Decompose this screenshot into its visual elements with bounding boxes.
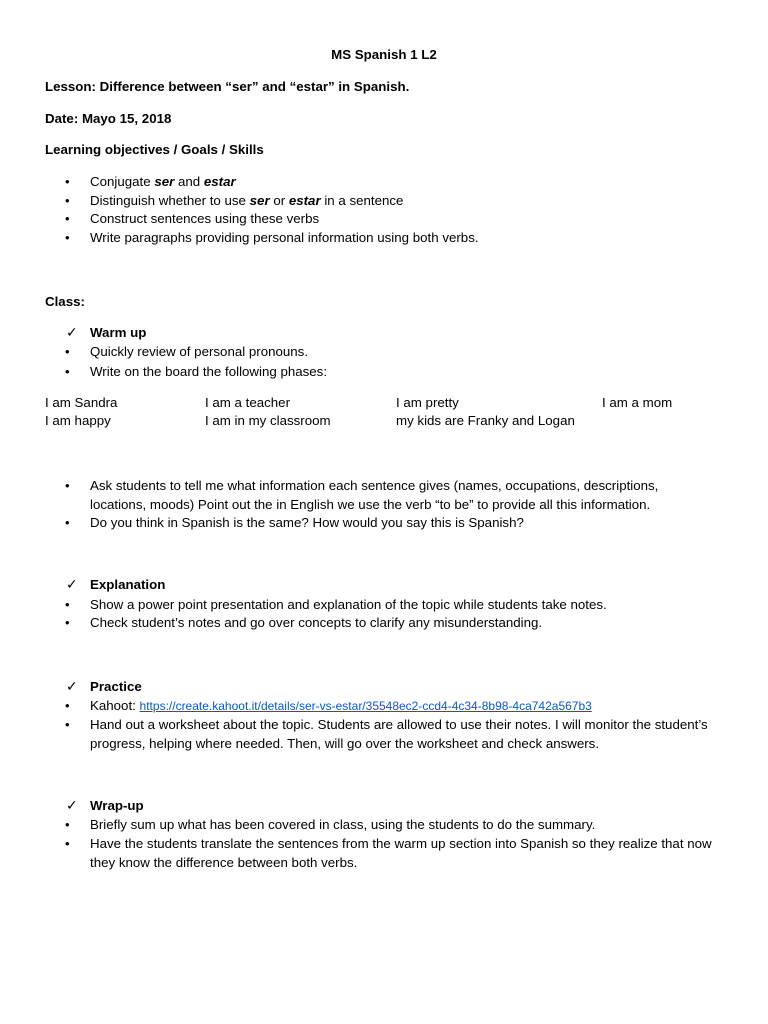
- explanation-item: Show a power point presentation and explanation of the topic while students take notes.: [90, 597, 607, 612]
- phrase: I am a mom: [602, 395, 673, 410]
- check-icon: ✓: [66, 678, 78, 694]
- bullet-icon: •: [65, 193, 70, 208]
- phrase: I am pretty: [396, 395, 459, 410]
- phrase: my kids are Franky and Logan: [396, 413, 575, 428]
- objective-item: Write paragraphs providing personal information using both verbs.: [90, 230, 479, 245]
- check-icon: ✓: [66, 797, 78, 813]
- wrapup-item: Have the students translate the sentences from the warm up section into Spanish so they realize that now they know the difference between both verbs.: [90, 836, 712, 870]
- bullet-icon: •: [65, 698, 70, 713]
- explanation-title: Explanation: [90, 577, 166, 592]
- phrase: I am in my classroom: [205, 413, 331, 428]
- phrase: I am a teacher: [205, 395, 290, 410]
- date-label: Date: Mayo 15, 2018: [45, 111, 172, 126]
- followup-item: Ask students to tell me what information each sentence gives (names, occupations, descriptions, locations, moods) Point out the in English we use the verb “to be” to provide all this information.: [90, 478, 659, 512]
- kahoot-item: [90, 696, 592, 716]
- bullet-icon: •: [65, 230, 70, 245]
- warmup-title: Warm up: [90, 325, 147, 340]
- bullet-icon: •: [65, 817, 70, 832]
- objective-item: Construct sentences using these verbs: [90, 211, 320, 226]
- class-heading: Class:: [45, 294, 85, 309]
- explanation-item: Check student’s notes and go over concepts to clarify any misunderstanding.: [90, 615, 543, 630]
- wrapup-item: Briefly sum up what has been covered in class, using the students to do the summary.: [90, 817, 596, 832]
- warmup-item: Quickly review of personal pronouns.: [90, 344, 309, 359]
- phrase: I am Sandra: [45, 395, 118, 410]
- wrapup-title: Wrap-up: [90, 798, 144, 813]
- followup-item: Do you think in Spanish is the same? How would you say this is Spanish?: [90, 515, 524, 530]
- kahoot-label: Kahoot:: [90, 698, 140, 713]
- objective-item: Conjugate ser and estar: [90, 174, 236, 189]
- bullet-icon: •: [65, 597, 70, 612]
- phrase: I am happy: [45, 413, 111, 428]
- kahoot-link[interactable]: https://create.kahoot.it/details/ser-vs-estar/35548ec2-ccd4-4c34-8b98-4ca742a567b3: [139, 699, 592, 713]
- check-icon: ✓: [66, 576, 78, 592]
- document-title: MS Spanish 1 L2: [331, 47, 437, 62]
- bullet-icon: •: [65, 515, 70, 530]
- practice-item: Hand out a worksheet about the topic. Students are allowed to use their notes. I will monitor the student’s progress, helping where needed. Then, will go over the worksheet and check answers.: [90, 717, 708, 751]
- objective-item: Distinguish whether to use ser or estar in a sentence: [90, 193, 404, 208]
- lesson-label: Lesson: Difference between “ser” and “estar” in Spanish.: [45, 79, 410, 94]
- bullet-icon: •: [65, 615, 70, 630]
- bullet-icon: •: [65, 344, 70, 359]
- bullet-icon: •: [65, 478, 70, 493]
- practice-title: Practice: [90, 679, 142, 694]
- bullet-icon: •: [65, 717, 70, 732]
- bullet-icon: •: [65, 174, 70, 189]
- warmup-item: Write on the board the following phases:: [90, 364, 328, 379]
- bullet-icon: •: [65, 364, 70, 379]
- bullet-icon: •: [65, 211, 70, 226]
- bullet-icon: •: [65, 836, 70, 851]
- objectives-heading: Learning objectives / Goals / Skills: [45, 142, 264, 157]
- check-icon: ✓: [66, 324, 78, 340]
